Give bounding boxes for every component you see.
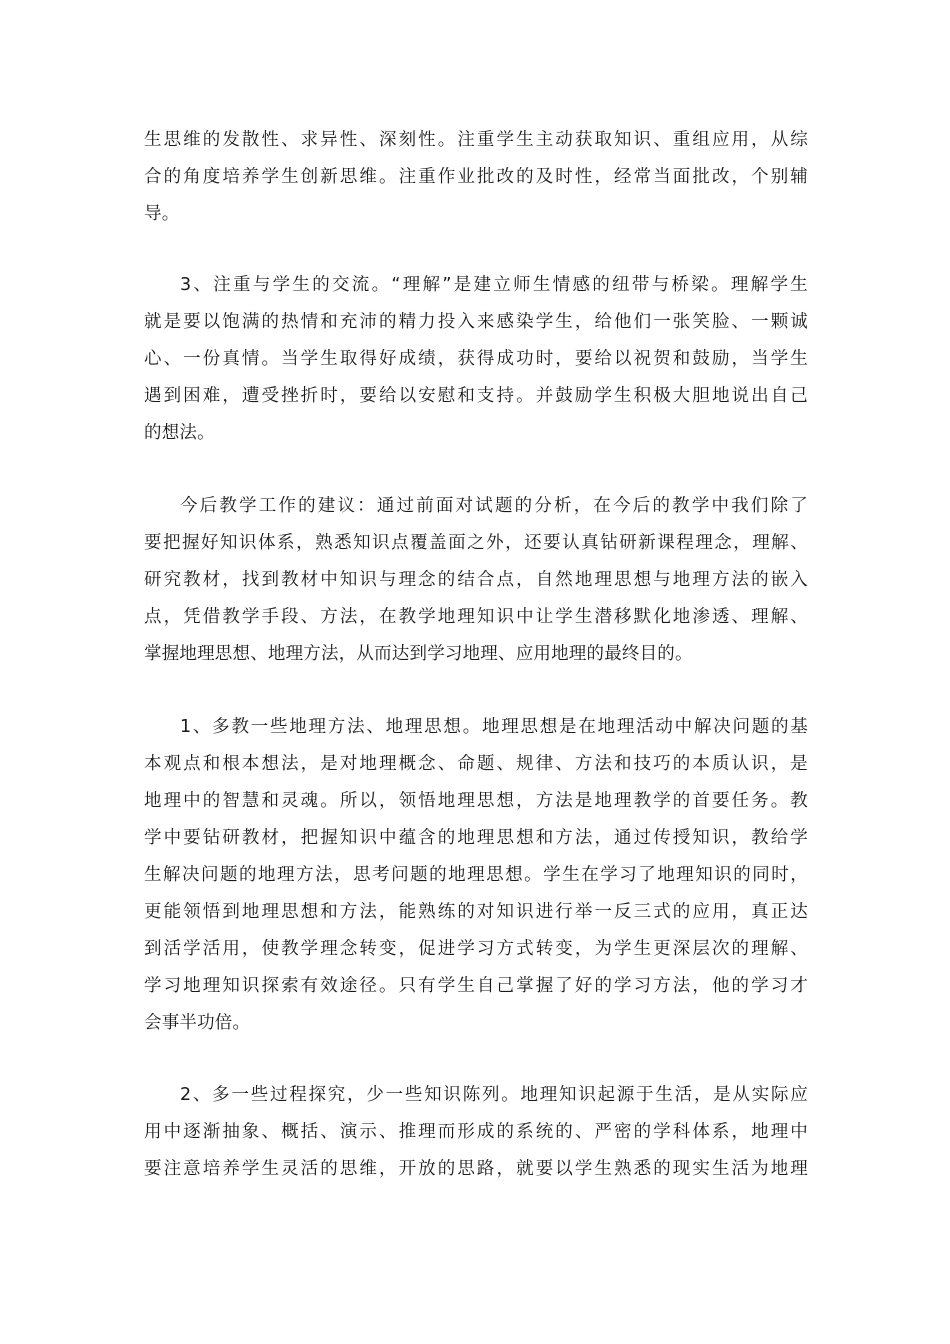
text-line: 学习地理知识探索有效途径。只有学生自己掌握了好的学习方法，他的学习才 xyxy=(144,976,808,996)
paragraph-1 xyxy=(144,122,808,233)
text-line: 要把握好知识体系，熟悉知识点覆盖面之外，还要认真钻研新课程理念，理解、 xyxy=(144,533,808,553)
text-line: 更能领悟到地理思想和方法，能熟练的对知识进行举一反三式的应用，真正达 xyxy=(144,902,808,922)
text-line: 就是要以饱满的热情和充沛的精力投入来感染学生，给他们一张笑脸、一颗诚 xyxy=(144,312,808,332)
text-line: 本观点和根本想法，是对地理概念、命题、规律、方法和技巧的本质认识，是 xyxy=(144,754,808,774)
text-line: 点，凭借教学手段、方法，在教学地理知识中让学生潜移默化地渗透、理解、 xyxy=(144,607,808,627)
text-line: 到活学活用，使教学理念转变，促进学习方式转变，为学生更深层次的理解、 xyxy=(144,939,808,959)
text-line: 用中逐渐抽象、概括、演示、推理而形成的系统的、严密的学科体系，地理中 xyxy=(144,1122,808,1142)
paragraph-5 xyxy=(144,1077,808,1188)
text-line: 心、一份真情。当学生取得好成绩，获得成功时，要给以祝贺和鼓励，当学生 xyxy=(144,349,808,369)
text-line: 的想法。 xyxy=(144,423,215,443)
text-line: 会事半功倍。 xyxy=(144,1013,251,1033)
text-line: 2、多一些过程探究，少一些知识陈列。地理知识起源于生活，是从实际应 xyxy=(180,1085,808,1105)
text-line: 生解决问题的地理方法，思考问题的地理思想。学生在学习了地理知识的同时， xyxy=(144,865,808,885)
text-line: 学中要钻研教材，把握知识中蕴含的地理思想和方法，通过传授知识，教给学 xyxy=(144,828,808,848)
paragraph-3 xyxy=(144,488,808,673)
text-line: 导。 xyxy=(144,204,180,224)
text-line: 要注意培养学生灵活的思维，开放的思路，就要以学生熟悉的现实生活为地理 xyxy=(144,1159,808,1179)
text-line: 地理中的智慧和灵魂。所以，领悟地理思想，方法是地理教学的首要任务。教 xyxy=(144,791,808,811)
text-line: 遇到困难，遭受挫折时，要给以安慰和支持。并鼓励学生积极大胆地说出自己 xyxy=(144,386,808,406)
text-line: 1、多教一些地理方法、地理思想。地理思想是在地理活动中解决问题的基 xyxy=(180,717,808,737)
text-line: 研究教材，找到教材中知识与理念的结合点，自然地理思想与地理方法的嵌入 xyxy=(144,570,808,590)
text-line: 合的角度培养学生创新思维。注重作业批改的及时性，经常当面批改，个别辅 xyxy=(144,167,808,187)
text-line: 生思维的发散性、求异性、深刻性。注重学生主动获取知识、重组应用，从综 xyxy=(144,130,808,150)
text-line: 掌握地理思想、地理方法，从而达到学习地理、应用地理的最终目的。 xyxy=(144,644,693,664)
paragraph-4 xyxy=(144,709,808,1042)
paragraph-2 xyxy=(144,267,808,452)
text-line: 今后教学工作的建议：通过前面对试题的分析，在今后的教学中我们除了 xyxy=(180,496,808,516)
text-line: 3、注重与学生的交流。“理解”是建立师生情感的纽带与桥梁。理解学生 xyxy=(180,275,808,295)
